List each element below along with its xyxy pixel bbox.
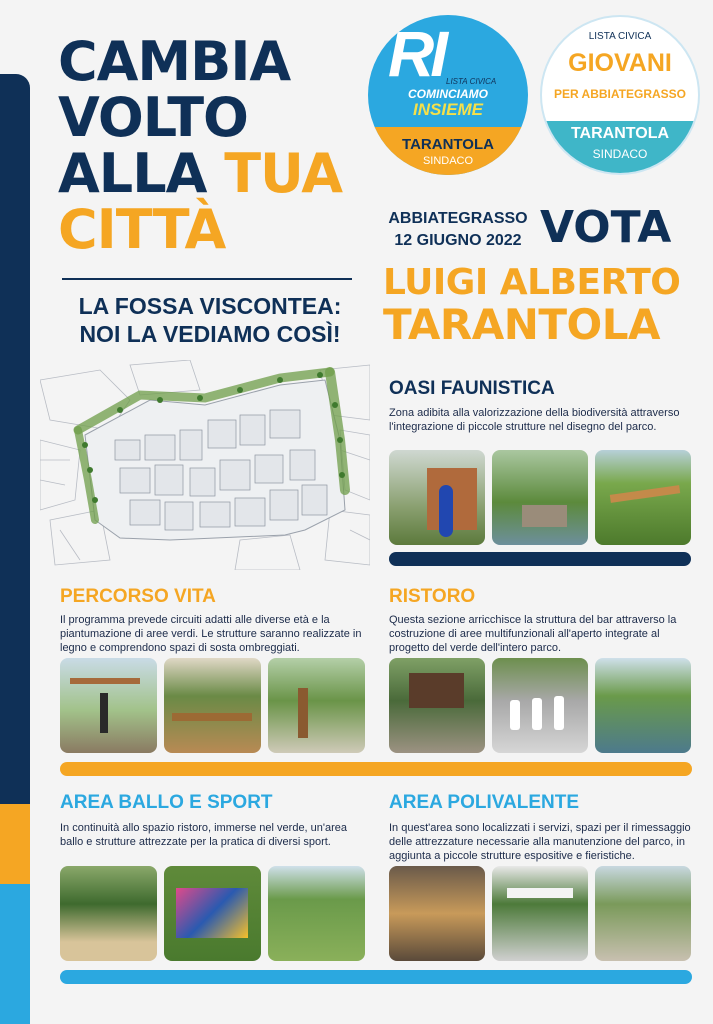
vote-label: VOTA xyxy=(540,202,672,253)
election-info xyxy=(383,208,533,252)
photo-percorso-runner xyxy=(60,658,157,753)
photos-ristoro xyxy=(389,658,691,753)
photo-polivalente-kiosk xyxy=(492,866,588,961)
election-city: ABBIATEGRASSO xyxy=(388,210,528,227)
photos-polivalente xyxy=(389,866,691,961)
section-title-ristoro: RISTORO xyxy=(389,586,476,607)
logo-ri-list-label: LISTA CIVICA xyxy=(446,77,497,86)
photos-ballo xyxy=(60,866,365,961)
logo-giovani-role: SINDACO xyxy=(592,147,648,161)
candidate-name-line-2: TARANTOLA xyxy=(383,300,661,349)
headline-line-3 xyxy=(58,142,343,205)
bar-orange xyxy=(60,762,692,776)
left-stripe-blue xyxy=(0,884,30,1024)
logo-giovani xyxy=(540,15,700,175)
photo-ristoro-park-water xyxy=(595,658,691,753)
logo-ri-line2: INSIEME xyxy=(413,100,483,119)
headline-line-2: VOLTO xyxy=(58,86,248,149)
logo-ri-line1: COMINCIAMO xyxy=(408,87,488,101)
headline-line-4: CITTÀ xyxy=(58,198,226,261)
section-desc-polivalente: In quest'area sono localizzati i servizi, spazi per il rimessaggio delle attrezzature necessarie alla manutenzione del parco, in aggiunta a piccole strutture espositive e fieristiche. xyxy=(389,822,691,862)
logo-ri-candidate: TARANTOLA xyxy=(402,136,494,153)
section-desc-oasi: Zona adibita alla valorizzazione della biodiversità attraverso l'integrazione di piccole strutture nel disegno del parco. xyxy=(389,407,680,433)
section-desc-ristoro: Questa sezione arricchisce la struttura del bar attraverso la costruzione di aree multifunzionali all'aperto integrate al progetto del verde dell'intero parco. xyxy=(389,614,677,654)
section-desc-percorso: Il programma prevede circuiti adatti alle diverse età e la piantumazione di aree verdi. Le strutture saranno realizzate in legno e comprendono spazi di sosta ombreggiati. xyxy=(60,614,362,654)
photo-oasi-pond xyxy=(492,450,588,545)
headline-line-3a: ALLA xyxy=(58,142,225,205)
subhead-line-1: LA FOSSA VISCONTEA: xyxy=(78,293,342,319)
logo-ri-role: SINDACO xyxy=(422,155,474,167)
left-stripe-orange xyxy=(0,804,30,884)
photo-oasi-sculpture xyxy=(389,450,485,545)
photo-percorso-fitness xyxy=(268,658,365,753)
photo-polivalente-fair xyxy=(595,866,691,961)
section-title-polivalente: AREA POLIVALENTE xyxy=(389,792,580,813)
photo-polivalente-market xyxy=(389,866,485,961)
photo-percorso-wood-structures xyxy=(164,658,261,753)
photos-oasi xyxy=(389,450,691,545)
logo-giovani-candidate: TARANTOLA xyxy=(570,125,670,142)
headline-line-3b: TUA xyxy=(224,142,343,205)
logo-giovani-sub: PER ABBIATEGRASSO xyxy=(553,87,686,101)
headline xyxy=(58,30,343,261)
section-title-ballo: AREA BALLO E SPORT xyxy=(60,792,273,813)
photo-oasi-garden xyxy=(595,450,691,545)
subhead-line-2: NOI LA VEDIAMO COSÌ! xyxy=(79,321,341,347)
photo-ballo-mural xyxy=(164,866,261,961)
photos-percorso xyxy=(60,658,365,753)
logo-cominciamo-insieme xyxy=(368,15,528,175)
bar-blue xyxy=(60,970,692,984)
section-title-percorso: PERCORSO VITA xyxy=(60,586,216,607)
logo-ri-mark: RI xyxy=(388,18,444,90)
logo-giovani-list-label: LISTA CIVICA xyxy=(588,31,652,42)
photo-ballo-park-path xyxy=(268,866,365,961)
candidate-name-line-1: LUIGI ALBERTO xyxy=(383,262,681,303)
logo-giovani-name: GIOVANI xyxy=(568,49,672,77)
bar-oasi xyxy=(389,552,691,566)
headline-line-1: CAMBIA xyxy=(58,30,291,93)
photo-ballo-beach-volley xyxy=(60,866,157,961)
divider xyxy=(62,278,352,280)
park-map-plan xyxy=(40,360,370,570)
subhead xyxy=(60,292,360,348)
candidate-name xyxy=(383,262,681,349)
section-desc-ballo: In continuità allo spazio ristoro, immerse nel verde, un'area ballo e strutture attrezzate per la pratica di diversi sport. xyxy=(60,822,348,848)
photo-ristoro-bar xyxy=(389,658,485,753)
section-title-oasi: OASI FAUNISTICA xyxy=(389,378,555,399)
left-stripe-navy xyxy=(0,74,30,804)
election-date: 12 GIUGNO 2022 xyxy=(394,232,522,249)
photo-ristoro-chess xyxy=(492,658,588,753)
